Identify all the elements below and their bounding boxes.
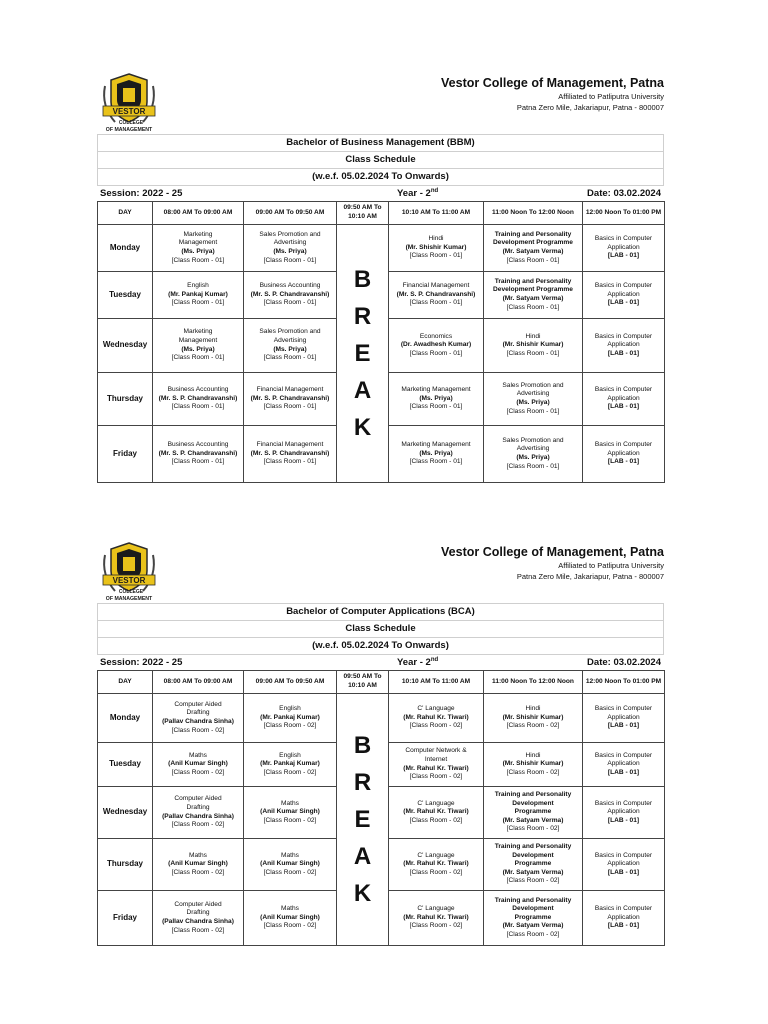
subject-text: Basics in Computer xyxy=(594,441,653,449)
column-header: 09:00 AM To 09:50 AM xyxy=(244,671,337,694)
subject-text: Drafting xyxy=(186,709,210,717)
teacher-name: (Ms. Priya) xyxy=(181,248,215,255)
class-cell xyxy=(153,787,244,839)
teacher-name: (Mr. Pankaj Kumar) xyxy=(260,760,320,768)
subject-text: Advertising xyxy=(273,336,307,344)
subject-text: Computer Aided xyxy=(174,700,222,708)
column-header: 09:50 AM To 10:10 AM xyxy=(337,202,389,225)
column-header: 11:00 Noon To 12:00 Noon xyxy=(484,671,583,694)
subject-text: Sales Promotion and xyxy=(502,381,564,389)
room-label: [Class Room - 02] xyxy=(506,768,560,776)
room-label: [Class Room - 01] xyxy=(506,407,560,415)
class-cell xyxy=(484,694,583,743)
svg-text:COLLEGE: COLLEGE xyxy=(118,589,144,595)
subject-text: Advertising xyxy=(516,390,550,398)
room-label: [Class Room - 01] xyxy=(171,354,225,362)
room-label: [Class Room - 02] xyxy=(171,726,225,734)
subject-text: Basics in Computer xyxy=(594,386,653,394)
subject-text: Business Accounting xyxy=(167,441,229,449)
room-label: [Class Room - 01] xyxy=(506,256,560,264)
column-header: 10:10 AM To 11:00 AM xyxy=(389,202,484,225)
room-label: [Class Room - 01] xyxy=(506,303,560,311)
teacher-name: [LAB - 01] xyxy=(607,816,640,824)
class-cell xyxy=(244,743,337,787)
class-cell xyxy=(484,787,583,839)
header-row xyxy=(98,671,665,694)
room-label: [Class Room - 01] xyxy=(171,256,225,264)
subject-text: Sales Promotion and xyxy=(502,436,564,444)
teacher-name: [LAB - 01] xyxy=(607,458,640,466)
schedule-title-box xyxy=(97,134,664,186)
teacher-name: (Pallav Chandra Sinha) xyxy=(162,918,234,925)
bca-schedule xyxy=(97,541,664,946)
class-cell xyxy=(153,891,244,946)
subject-text: Basics in Computer xyxy=(594,905,653,913)
teacher-name: (Anil Kumar Singh) xyxy=(168,760,228,768)
teacher-name: [LAB - 01] xyxy=(607,768,640,776)
college-info xyxy=(441,76,664,112)
teacher-name: (Mr. Satyam Verma) xyxy=(502,868,564,876)
bbm-schedule xyxy=(97,72,664,483)
room-label: [Class Room - 02] xyxy=(409,868,463,876)
date-label: Date: 03.02.2024 xyxy=(587,188,661,199)
room-label: [Class Room - 01] xyxy=(506,462,560,470)
subject-text: Marketing xyxy=(183,328,213,336)
college-logo xyxy=(99,541,159,603)
subject-text: Marketing xyxy=(183,230,213,238)
teacher-name: (Ms. Priya) xyxy=(419,394,453,402)
class-cell xyxy=(244,426,337,483)
room-label: [Class Room - 02] xyxy=(263,816,317,824)
room-label: [Class Room - 02] xyxy=(506,722,560,730)
class-cell xyxy=(583,743,665,787)
class-cell xyxy=(244,272,337,319)
teacher-name: (Mr. Rahul Kr. Tiwari) xyxy=(403,764,469,772)
teacher-name: (Dr. Awadhesh Kumar) xyxy=(400,341,472,349)
teacher-name: (Pallav Chandra Sinha) xyxy=(162,812,234,820)
class-cell xyxy=(153,743,244,787)
session-row xyxy=(97,655,664,670)
subject-text: Hindi xyxy=(525,751,541,759)
subject-text: Basics in Computer xyxy=(594,705,653,713)
room-label: [Class Room - 01] xyxy=(409,349,463,357)
class-cell xyxy=(153,272,244,319)
break-letter: E xyxy=(354,805,371,833)
break-letter: B xyxy=(353,731,372,759)
teacher-name: (Mr. Satyam Verma) xyxy=(502,922,564,930)
class-cell xyxy=(389,891,484,946)
svg-text:OF MANAGEMENT: OF MANAGEMENT xyxy=(105,596,153,602)
teacher-name: (Ms. Priya) xyxy=(516,454,550,461)
teacher-name: (Mr. Shishir Kumar) xyxy=(405,243,467,251)
class-cell xyxy=(389,373,484,426)
class-cell xyxy=(583,839,665,891)
teacher-name: (Mr. Satyam Verma) xyxy=(502,248,564,255)
subject-text: Advertising xyxy=(516,445,550,453)
college-header xyxy=(97,72,664,134)
class-cell xyxy=(153,373,244,426)
schedule-subtitle: Class Schedule xyxy=(98,152,663,169)
subject-text: Advertising xyxy=(273,239,307,247)
class-cell xyxy=(583,787,665,839)
class-cell xyxy=(484,272,583,319)
room-label: [Class Room - 02] xyxy=(263,922,317,930)
subject-text: Computer Aided xyxy=(174,795,222,803)
teacher-name: (Mr. Shishir Kumar) xyxy=(502,341,564,349)
class-cell xyxy=(389,839,484,891)
subject-text: Financial Management xyxy=(256,386,324,394)
day-cell: Thursday xyxy=(98,839,153,891)
teacher-name: (Mr. S. P. Chandravanshi) xyxy=(396,290,476,298)
subject-text: Financial Management xyxy=(402,282,470,290)
class-cell xyxy=(583,426,665,483)
break-cell xyxy=(337,694,389,946)
subject-text: Basics in Computer xyxy=(594,751,653,759)
break-letter: K xyxy=(353,414,372,442)
class-cell xyxy=(389,319,484,373)
room-label: [Class Room - 02] xyxy=(263,768,317,776)
teacher-name: [LAB - 01] xyxy=(607,252,640,260)
schedule-subtitle: Class Schedule xyxy=(98,621,663,638)
class-cell xyxy=(244,787,337,839)
schedule-table xyxy=(97,201,665,483)
teacher-name: (Ms. Priya) xyxy=(181,345,215,353)
subject-text: Programme xyxy=(514,913,552,921)
class-cell xyxy=(583,373,665,426)
class-cell xyxy=(244,225,337,272)
teacher-name: (Mr. S. P. Chandravanshi) xyxy=(158,449,238,457)
teacher-name: (Mr. Rahul Kr. Tiwari) xyxy=(403,808,469,816)
column-header: 12:00 Noon To 01:00 PM xyxy=(583,202,665,225)
class-cell xyxy=(583,891,665,946)
room-label: [Class Room - 01] xyxy=(263,458,317,466)
class-cell xyxy=(244,891,337,946)
column-header: 10:10 AM To 11:00 AM xyxy=(389,671,484,694)
subject-text: English xyxy=(279,705,301,713)
class-cell xyxy=(389,787,484,839)
day-cell: Friday xyxy=(98,426,153,483)
class-cell xyxy=(244,694,337,743)
room-label: [Class Room - 02] xyxy=(263,868,317,876)
subject-text: Programme xyxy=(514,860,552,868)
room-label: [Class Room - 01] xyxy=(506,349,560,357)
teacher-name: (Mr. Rahul Kr. Tiwari) xyxy=(403,713,469,721)
class-cell xyxy=(484,839,583,891)
subject-text: Maths xyxy=(281,905,299,913)
subject-text: Development Programme xyxy=(493,286,573,294)
teacher-name: (Anil Kumar Singh) xyxy=(260,913,320,921)
room-label: [Class Room - 02] xyxy=(171,868,225,876)
subject-text: Development xyxy=(512,905,554,913)
break-letter: R xyxy=(353,768,372,796)
day-cell: Wednesday xyxy=(98,787,153,839)
class-cell xyxy=(389,272,484,319)
schedule-table xyxy=(97,670,665,946)
class-cell xyxy=(153,694,244,743)
subject-text: Basics in Computer xyxy=(594,235,653,243)
break-letter: E xyxy=(354,339,371,367)
teacher-name: (Mr. S. P. Chandravanshi) xyxy=(250,290,330,298)
college-affiliation: Affiliated to Patliputra University xyxy=(558,92,664,101)
subject-text: Computer Aided xyxy=(174,900,222,908)
break-letter: R xyxy=(353,302,372,330)
teacher-name: (Mr. Rahul Kr. Tiwari) xyxy=(403,913,469,921)
day-cell: Tuesday xyxy=(98,272,153,319)
break-letter: B xyxy=(353,265,372,293)
subject-text: Internet xyxy=(424,755,448,763)
teacher-name: (Mr. Rahul Kr. Tiwari) xyxy=(403,860,469,868)
subject-text: Training and Personality xyxy=(494,843,572,851)
day-cell: Tuesday xyxy=(98,743,153,787)
teacher-name: (Ms. Priya) xyxy=(419,449,453,457)
header-row xyxy=(98,202,665,225)
room-label: [Class Room - 02] xyxy=(506,825,560,833)
class-cell xyxy=(389,225,484,272)
subject-text: C' Language xyxy=(417,905,455,913)
day-cell: Monday xyxy=(98,225,153,272)
college-address: Patna Zero Mile, Jakariapur, Patna - 800007 xyxy=(516,103,664,112)
teacher-name: (Mr. S. P. Chandravanshi) xyxy=(158,394,238,402)
class-cell xyxy=(583,694,665,743)
class-cell xyxy=(484,373,583,426)
room-label: [Class Room - 01] xyxy=(263,403,317,411)
class-cell xyxy=(153,225,244,272)
break-letter: A xyxy=(353,843,372,871)
subject-text: Application xyxy=(607,341,640,349)
subject-text: Application xyxy=(607,860,640,868)
room-label: [Class Room - 02] xyxy=(263,722,317,730)
class-cell xyxy=(153,839,244,891)
schedule-title-box xyxy=(97,603,664,655)
subject-text: Sales Promotion and xyxy=(259,230,321,238)
subject-text: Marketing Management xyxy=(401,441,471,449)
subject-text: Application xyxy=(607,243,640,251)
day-cell: Wednesday xyxy=(98,319,153,373)
day-cell: Friday xyxy=(98,891,153,946)
teacher-name: (Anil Kumar Singh) xyxy=(260,860,320,868)
svg-text:OF MANAGEMENT: OF MANAGEMENT xyxy=(105,127,153,133)
teacher-name: (Mr. Shishir Kumar) xyxy=(502,713,564,721)
room-label: [Class Room - 01] xyxy=(409,458,463,466)
subject-text: Development xyxy=(512,851,554,859)
course-title: Bachelor of Computer Applications (BCA) xyxy=(98,604,663,621)
break-letter: A xyxy=(353,377,372,405)
room-label: [Class Room - 02] xyxy=(171,821,225,829)
subject-text: Maths xyxy=(189,851,207,859)
class-cell xyxy=(583,225,665,272)
subject-text: Application xyxy=(607,449,640,457)
subject-text: Business Accounting xyxy=(167,386,229,394)
teacher-name: (Anil Kumar Singh) xyxy=(168,860,228,868)
subject-text: Application xyxy=(607,808,640,816)
class-cell xyxy=(484,743,583,787)
subject-text: Application xyxy=(607,760,640,768)
column-header: 09:00 AM To 09:50 AM xyxy=(244,202,337,225)
subject-text: Training and Personality xyxy=(494,896,572,904)
teacher-name: (Ms. Priya) xyxy=(273,248,307,255)
teacher-name: (Pallav Chandra Sinha) xyxy=(162,718,234,725)
teacher-name: (Anil Kumar Singh) xyxy=(260,808,320,816)
subject-text: Drafting xyxy=(186,909,210,917)
college-name: Vestor College of Management, Patna xyxy=(441,76,664,90)
column-header: 08:00 AM To 09:00 AM xyxy=(153,202,244,225)
column-header: 12:00 Noon To 01:00 PM xyxy=(583,671,665,694)
teacher-name: (Mr. Satyam Verma) xyxy=(502,295,564,302)
college-name: Vestor College of Management, Patna xyxy=(441,545,664,559)
subject-text: Application xyxy=(607,713,640,721)
college-logo xyxy=(99,72,159,134)
class-cell xyxy=(244,319,337,373)
subject-text: Training and Personality xyxy=(494,230,572,238)
column-header: 08:00 AM To 09:00 AM xyxy=(153,671,244,694)
subject-text: Maths xyxy=(189,751,207,759)
class-cell xyxy=(389,694,484,743)
class-cell xyxy=(484,891,583,946)
teacher-name: (Mr. S. P. Chandravanshi) xyxy=(250,394,330,402)
room-label: [Class Room - 02] xyxy=(409,722,463,730)
room-label: [Class Room - 02] xyxy=(409,773,463,781)
subject-text: English xyxy=(279,751,301,759)
day-cell: Monday xyxy=(98,694,153,743)
subject-text: Marketing Management xyxy=(401,386,471,394)
class-cell xyxy=(244,839,337,891)
subject-text: Business Accounting xyxy=(259,282,321,290)
room-label: [Class Room - 02] xyxy=(409,922,463,930)
room-label: [Class Room - 01] xyxy=(409,403,463,411)
teacher-name: [LAB - 01] xyxy=(607,868,640,876)
room-label: [Class Room - 01] xyxy=(409,299,463,307)
subject-text: Training and Personality xyxy=(494,277,572,285)
class-cell xyxy=(389,426,484,483)
year-label: Year - 2nd xyxy=(397,188,439,200)
subject-text: Hindi xyxy=(428,235,444,243)
college-header xyxy=(97,541,664,603)
subject-text: Economics xyxy=(419,332,453,340)
teacher-name: (Mr. Pankaj Kumar) xyxy=(168,290,228,298)
room-label: [Class Room - 01] xyxy=(171,458,225,466)
teacher-name: [LAB - 01] xyxy=(607,922,640,930)
teacher-name: (Ms. Priya) xyxy=(273,345,307,353)
teacher-name: (Mr. S. P. Chandravanshi) xyxy=(250,449,330,457)
column-header: DAY xyxy=(98,671,153,694)
subject-text: Development Programme xyxy=(493,239,573,247)
column-header: DAY xyxy=(98,202,153,225)
subject-text: Application xyxy=(607,290,640,298)
teacher-name: (Mr. Pankaj Kumar) xyxy=(260,713,320,721)
subject-text: Hindi xyxy=(525,332,541,340)
teacher-name: [LAB - 01] xyxy=(607,722,640,730)
room-label: [Class Room - 02] xyxy=(506,877,560,885)
teacher-name: [LAB - 01] xyxy=(607,403,640,411)
svg-text:COLLEGE: COLLEGE xyxy=(118,120,144,126)
session-row xyxy=(97,186,664,201)
class-cell xyxy=(389,743,484,787)
effective-date: (w.e.f. 05.02.2024 To Onwards) xyxy=(98,638,663,655)
break-cell xyxy=(337,225,389,483)
column-header: 11:00 Noon To 12:00 Noon xyxy=(484,202,583,225)
class-cell xyxy=(153,319,244,373)
room-label: [Class Room - 02] xyxy=(171,926,225,934)
subject-text: Basics in Computer xyxy=(594,799,653,807)
subject-text: Management xyxy=(178,336,218,344)
subject-text: C' Language xyxy=(417,705,455,713)
class-cell xyxy=(484,319,583,373)
subject-text: Financial Management xyxy=(256,441,324,449)
subject-text: C' Language xyxy=(417,799,455,807)
subject-text: Training and Personality xyxy=(494,791,572,799)
teacher-name: (Ms. Priya) xyxy=(516,399,550,406)
course-title: Bachelor of Business Management (BBM) xyxy=(98,135,663,152)
class-cell xyxy=(153,426,244,483)
svg-text:VESTOR: VESTOR xyxy=(112,576,146,585)
teacher-name: (Mr. Satyam Verma) xyxy=(502,816,564,824)
subject-text: English xyxy=(187,282,209,290)
class-cell xyxy=(583,319,665,373)
college-info xyxy=(441,545,664,581)
day-cell: Thursday xyxy=(98,373,153,426)
session-label: Session: 2022 - 25 xyxy=(100,657,183,668)
subject-text: Maths xyxy=(281,799,299,807)
subject-text: Application xyxy=(607,394,640,402)
table-row xyxy=(98,225,665,272)
date-label: Date: 03.02.2024 xyxy=(587,657,661,668)
year-label: Year - 2nd xyxy=(397,657,439,669)
teacher-name: [LAB - 01] xyxy=(607,349,640,357)
subject-text: C' Language xyxy=(417,851,455,859)
subject-text: Programme xyxy=(514,808,552,816)
subject-text: Management xyxy=(178,239,218,247)
effective-date: (w.e.f. 05.02.2024 To Onwards) xyxy=(98,169,663,186)
subject-text: Sales Promotion and xyxy=(259,328,321,336)
class-cell xyxy=(484,426,583,483)
subject-text: Application xyxy=(607,913,640,921)
subject-text: Hindi xyxy=(525,705,541,713)
teacher-name: [LAB - 01] xyxy=(607,299,640,307)
room-label: [Class Room - 01] xyxy=(171,299,225,307)
subject-text: Basics in Computer xyxy=(594,282,653,290)
subject-text: Development xyxy=(512,799,554,807)
room-label: [Class Room - 02] xyxy=(409,816,463,824)
subject-text: Basics in Computer xyxy=(594,851,653,859)
college-affiliation: Affiliated to Patliputra University xyxy=(558,561,664,570)
room-label: [Class Room - 02] xyxy=(506,930,560,938)
room-label: [Class Room - 02] xyxy=(171,768,225,776)
room-label: [Class Room - 01] xyxy=(409,252,463,260)
subject-text: Basics in Computer xyxy=(594,332,653,340)
teacher-name: (Mr. Shishir Kumar) xyxy=(502,760,564,768)
break-letter: K xyxy=(353,880,372,908)
room-label: [Class Room - 01] xyxy=(263,354,317,362)
subject-text: Drafting xyxy=(186,803,210,811)
room-label: [Class Room - 01] xyxy=(263,299,317,307)
room-label: [Class Room - 01] xyxy=(171,403,225,411)
college-address: Patna Zero Mile, Jakariapur, Patna - 800007 xyxy=(516,572,664,581)
svg-text:VESTOR: VESTOR xyxy=(112,107,146,116)
session-label: Session: 2022 - 25 xyxy=(100,188,183,199)
table-row xyxy=(98,694,665,743)
class-cell xyxy=(484,225,583,272)
subject-text: Maths xyxy=(281,851,299,859)
subject-text: Computer Network & xyxy=(405,747,467,755)
class-cell xyxy=(583,272,665,319)
class-cell xyxy=(244,373,337,426)
column-header: 09:50 AM To 10:10 AM xyxy=(337,671,389,694)
room-label: [Class Room - 01] xyxy=(263,256,317,264)
